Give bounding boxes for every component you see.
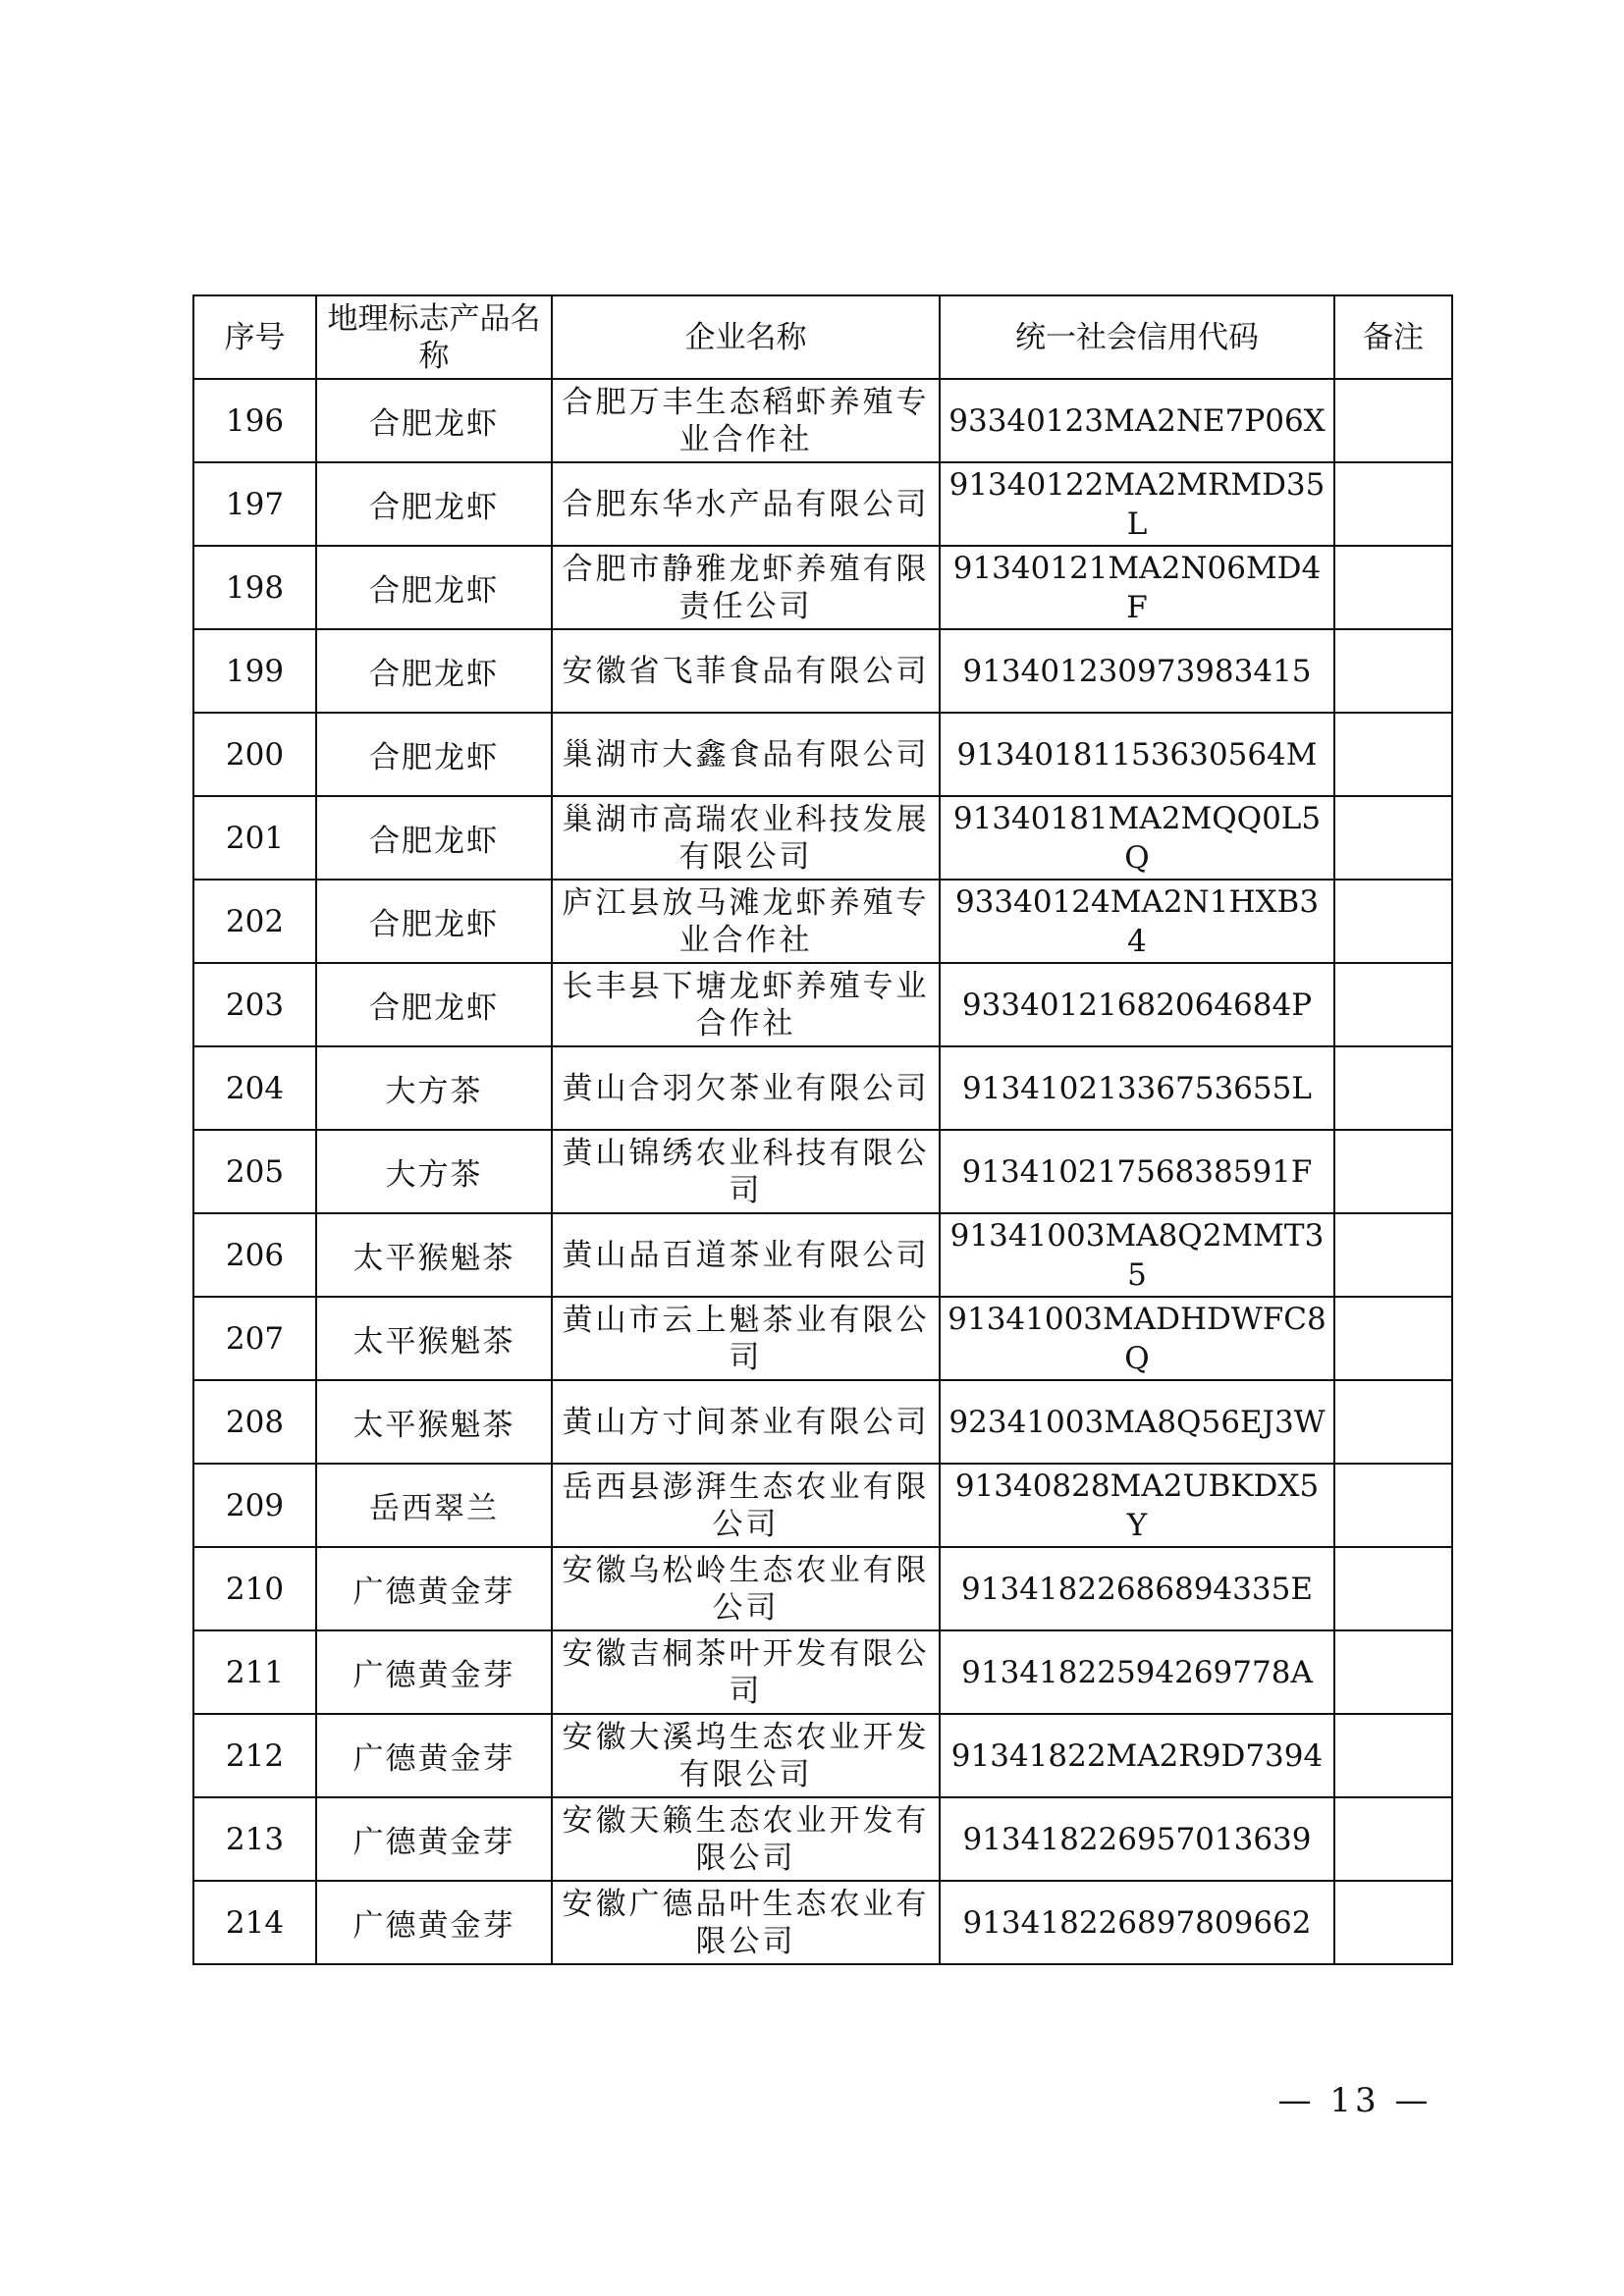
table-row <box>193 1297 1452 1380</box>
remarks-cell <box>1334 1046 1452 1130</box>
remarks-cell <box>1334 1547 1452 1630</box>
table-row <box>193 1797 1452 1881</box>
remarks-cell <box>1334 546 1452 629</box>
serial-number-cell: 212 <box>193 1714 316 1797</box>
enterprise-name-cell: 安徽吉桐茶叶开发有限公司 <box>552 1630 940 1714</box>
serial-number-cell: 211 <box>193 1630 316 1714</box>
credit-code-cell: 91340121MA2N06MD4F <box>940 546 1334 629</box>
table-row <box>193 1630 1452 1714</box>
serial-number-cell: 201 <box>193 796 316 880</box>
product-name-cell: 广德黄金芽 <box>316 1797 552 1881</box>
enterprise-name-cell: 巢湖市高瑞农业科技发展有限公司 <box>552 796 940 880</box>
product-name-cell: 太平猴魁茶 <box>316 1213 552 1297</box>
serial-number-cell: 207 <box>193 1297 316 1380</box>
enterprise-registry-table <box>192 294 1453 1965</box>
table-row <box>193 462 1452 546</box>
remarks-cell <box>1334 379 1452 462</box>
serial-number-cell: 202 <box>193 880 316 963</box>
table-row <box>193 1213 1452 1297</box>
table-row <box>193 379 1452 462</box>
serial-number-cell: 199 <box>193 629 316 713</box>
table-row <box>193 963 1452 1046</box>
serial-number-cell: 200 <box>193 713 316 796</box>
enterprise-name-cell: 岳西县澎湃生态农业有限公司 <box>552 1464 940 1547</box>
table-row <box>193 1130 1452 1213</box>
enterprise-name-cell: 长丰县下塘龙虾养殖专业合作社 <box>552 963 940 1046</box>
remarks-cell <box>1334 629 1452 713</box>
serial-number-cell: 196 <box>193 379 316 462</box>
product-name-cell: 广德黄金芽 <box>316 1714 552 1797</box>
remarks-cell <box>1334 462 1452 546</box>
product-name-cell: 合肥龙虾 <box>316 629 552 713</box>
header-product-name: 地理标志产品名称 <box>316 295 552 379</box>
enterprise-name-cell: 巢湖市大鑫食品有限公司 <box>552 713 940 796</box>
remarks-cell <box>1334 1297 1452 1380</box>
product-name-cell: 合肥龙虾 <box>316 880 552 963</box>
remarks-cell <box>1334 1380 1452 1464</box>
serial-number-cell: 203 <box>193 963 316 1046</box>
serial-number-cell: 204 <box>193 1046 316 1130</box>
product-name-cell: 合肥龙虾 <box>316 963 552 1046</box>
credit-code-cell: 913401230973983415 <box>940 629 1334 713</box>
serial-number-cell: 205 <box>193 1130 316 1213</box>
product-name-cell: 合肥龙虾 <box>316 796 552 880</box>
table-row <box>193 796 1452 880</box>
table-row <box>193 1380 1452 1464</box>
product-name-cell: 合肥龙虾 <box>316 462 552 546</box>
table-body <box>193 379 1452 1964</box>
credit-code-cell: 93340124MA2N1HXB34 <box>940 880 1334 963</box>
credit-code-cell: 91341822594269778A <box>940 1630 1334 1714</box>
enterprise-name-cell: 合肥东华水产品有限公司 <box>552 462 940 546</box>
credit-code-cell: 93340121682064684P <box>940 963 1334 1046</box>
serial-number-cell: 209 <box>193 1464 316 1547</box>
product-name-cell: 合肥龙虾 <box>316 379 552 462</box>
table-row <box>193 1714 1452 1797</box>
product-name-cell: 广德黄金芽 <box>316 1630 552 1714</box>
product-name-cell: 岳西翠兰 <box>316 1464 552 1547</box>
serial-number-cell: 213 <box>193 1797 316 1881</box>
table-header-row <box>193 295 1452 379</box>
credit-code-cell: 91341003MA8Q2MMT35 <box>940 1213 1334 1297</box>
product-name-cell: 大方茶 <box>316 1046 552 1130</box>
remarks-cell <box>1334 1881 1452 1964</box>
remarks-cell <box>1334 1130 1452 1213</box>
credit-code-cell: 91340181MA2MQQ0L5Q <box>940 796 1334 880</box>
credit-code-cell: 91341822686894335E <box>940 1547 1334 1630</box>
product-name-cell: 太平猴魁茶 <box>316 1380 552 1464</box>
remarks-cell <box>1334 963 1452 1046</box>
remarks-cell <box>1334 880 1452 963</box>
header-enterprise-name: 企业名称 <box>552 295 940 379</box>
table-row <box>193 1547 1452 1630</box>
product-name-cell: 大方茶 <box>316 1130 552 1213</box>
credit-code-cell: 91341021336753655L <box>940 1046 1334 1130</box>
enterprise-name-cell: 合肥万丰生态稻虾养殖专业合作社 <box>552 379 940 462</box>
header-serial-number: 序号 <box>193 295 316 379</box>
credit-code-cell: 93340123MA2NE7P06X <box>940 379 1334 462</box>
credit-code-cell: 913418226897809662 <box>940 1881 1334 1964</box>
enterprise-name-cell: 黄山合羽欠茶业有限公司 <box>552 1046 940 1130</box>
enterprise-name-cell: 安徽天籁生态农业开发有限公司 <box>552 1797 940 1881</box>
remarks-cell <box>1334 1213 1452 1297</box>
enterprise-name-cell: 合肥市静雅龙虾养殖有限责任公司 <box>552 546 940 629</box>
table-row <box>193 629 1452 713</box>
enterprise-name-cell: 安徽乌松岭生态农业有限公司 <box>552 1547 940 1630</box>
enterprise-name-cell: 黄山方寸间茶业有限公司 <box>552 1380 940 1464</box>
table-row <box>193 880 1452 963</box>
enterprise-name-cell: 庐江县放马滩龙虾养殖专业合作社 <box>552 880 940 963</box>
credit-code-cell: 913418226957013639 <box>940 1797 1334 1881</box>
table-row <box>193 546 1452 629</box>
enterprise-name-cell: 黄山市云上魁茶业有限公司 <box>552 1297 940 1380</box>
remarks-cell <box>1334 713 1452 796</box>
serial-number-cell: 206 <box>193 1213 316 1297</box>
credit-code-cell: 91340828MA2UBKDX5Y <box>940 1464 1334 1547</box>
serial-number-cell: 210 <box>193 1547 316 1630</box>
credit-code-cell: 91340181153630564M <box>940 713 1334 796</box>
enterprise-name-cell: 安徽省飞菲食品有限公司 <box>552 629 940 713</box>
table-row <box>193 1881 1452 1964</box>
credit-code-cell: 91341822MA2R9D7394 <box>940 1714 1334 1797</box>
enterprise-name-cell: 安徽大溪坞生态农业开发有限公司 <box>552 1714 940 1797</box>
credit-code-cell: 91341003MADHDWFC8Q <box>940 1297 1334 1380</box>
table-row <box>193 1464 1452 1547</box>
header-credit-code: 统一社会信用代码 <box>940 295 1334 379</box>
remarks-cell <box>1334 1630 1452 1714</box>
serial-number-cell: 208 <box>193 1380 316 1464</box>
product-name-cell: 广德黄金芽 <box>316 1547 552 1630</box>
product-name-cell: 合肥龙虾 <box>316 713 552 796</box>
enterprise-name-cell: 安徽广德品叶生态农业有限公司 <box>552 1881 940 1964</box>
page-number: — 13 — <box>1277 2081 1433 2120</box>
remarks-cell <box>1334 1797 1452 1881</box>
credit-code-cell: 91341021756838591F <box>940 1130 1334 1213</box>
product-name-cell: 广德黄金芽 <box>316 1881 552 1964</box>
enterprise-name-cell: 黄山锦绣农业科技有限公司 <box>552 1130 940 1213</box>
serial-number-cell: 214 <box>193 1881 316 1964</box>
credit-code-cell: 92341003MA8Q56EJ3W <box>940 1380 1334 1464</box>
credit-code-cell: 91340122MA2MRMD35L <box>940 462 1334 546</box>
product-name-cell: 太平猴魁茶 <box>316 1297 552 1380</box>
product-name-cell: 合肥龙虾 <box>316 546 552 629</box>
enterprise-name-cell: 黄山品百道茶业有限公司 <box>552 1213 940 1297</box>
table-row <box>193 1046 1452 1130</box>
remarks-cell <box>1334 796 1452 880</box>
serial-number-cell: 198 <box>193 546 316 629</box>
header-remarks: 备注 <box>1334 295 1452 379</box>
table-row <box>193 713 1452 796</box>
serial-number-cell: 197 <box>193 462 316 546</box>
remarks-cell <box>1334 1464 1452 1547</box>
remarks-cell <box>1334 1714 1452 1797</box>
